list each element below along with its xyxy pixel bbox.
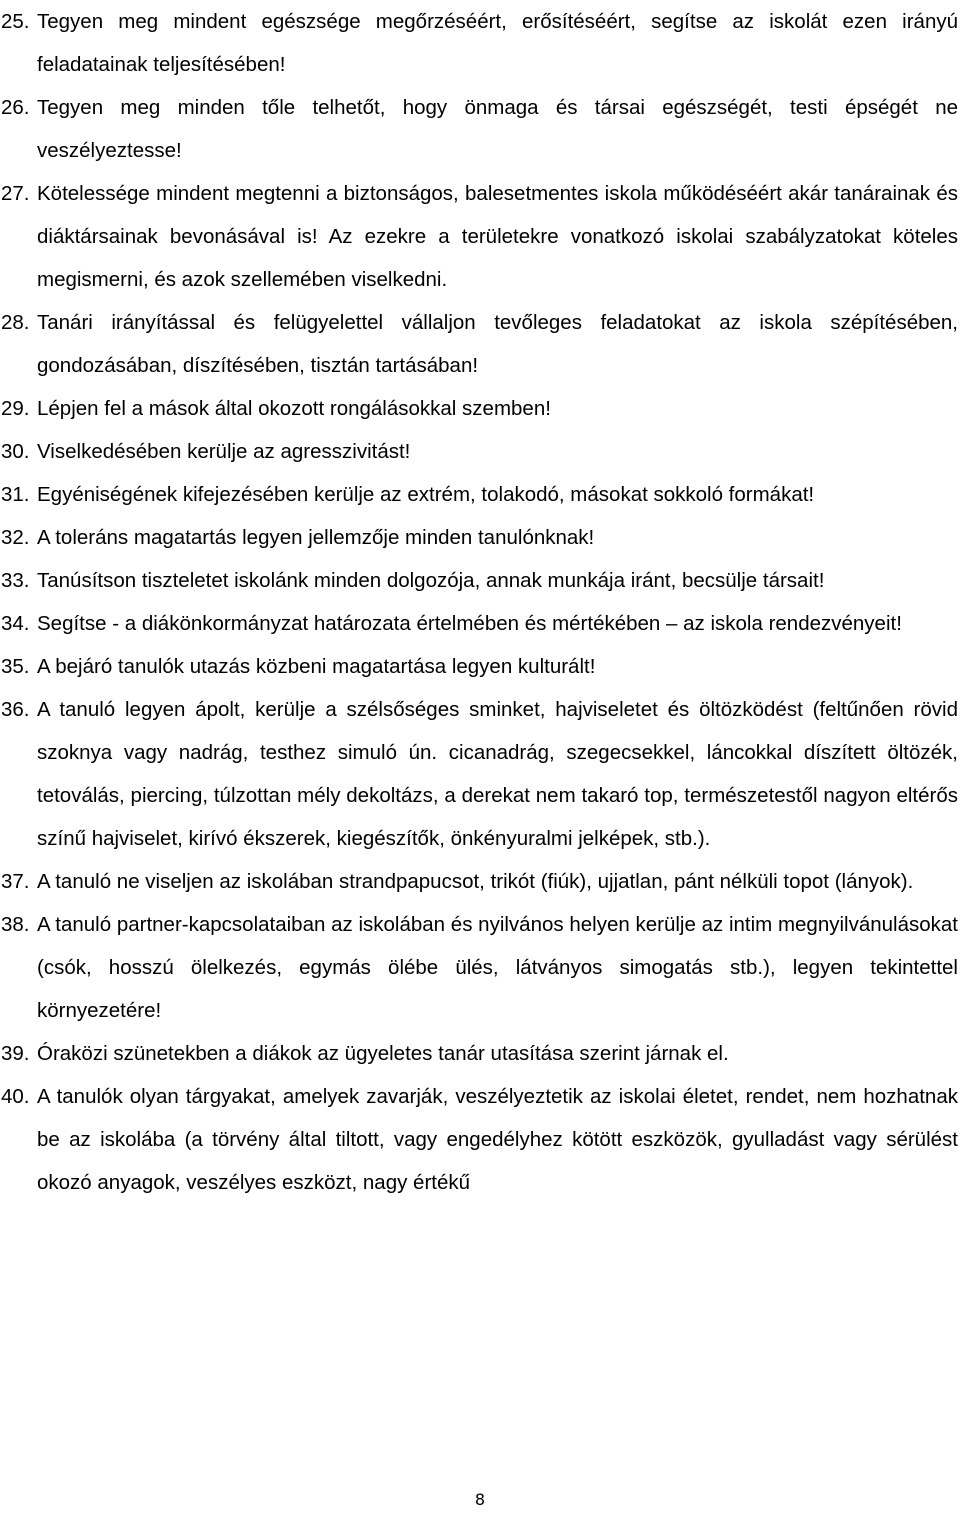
list-item xyxy=(0,86,958,172)
list-item xyxy=(0,0,958,86)
item-number: 40. xyxy=(1,1085,30,1108)
list-item xyxy=(0,1032,958,1075)
item-number: 38. xyxy=(1,913,30,936)
item-number: 27. xyxy=(1,182,30,205)
list-item xyxy=(0,473,958,516)
list-item xyxy=(0,645,958,688)
item-text: A toleráns magatartás legyen jellemzője minden tanulónknak! xyxy=(37,526,595,549)
item-text: A tanuló ne viseljen az iskolában strandpapucsot, trikót (fiúk), ujjatlan, pánt nélküli topot (lányok). xyxy=(37,870,914,893)
list-item xyxy=(0,516,958,559)
item-number: 34. xyxy=(1,612,30,635)
item-text: Tanári irányítással és felügyelettel vállaljon tevőleges feladatokat az iskola szépítésében, gondozásában, díszítésében, tisztán tartásában! xyxy=(37,311,958,377)
item-text: Segítse - a diákönkormányzat határozata értelmében és mértékében – az iskola rendezvényeit! xyxy=(37,612,902,635)
item-text: A tanuló legyen ápolt, kerülje a szélsőséges sminket, hajviseletet és öltözködést (feltűnően rövid szoknya vagy nadrág, testhez simuló ún. cicanadrág, szegecsekkel, láncokkal díszített öltözék, tetoválás, piercing, túlzottan mély dekoltázs, a derekat nem takaró top, természetestől nagyon eltérős színű hajviselet, kirívó ékszerek, kiegészítők, önkényuralmi jelképek, stb.). xyxy=(37,698,958,850)
list-item xyxy=(0,430,958,473)
item-number: 26. xyxy=(1,96,30,119)
item-number: 30. xyxy=(1,440,30,463)
page-number: 8 xyxy=(474,1490,486,1509)
item-text: A tanulók olyan tárgyakat, amelyek zavarják, veszélyeztetik az iskolai életet, rendet, nem hozhatnak be az iskolába (a törvény által tiltott, vagy engedélyhez kötött eszközök, gyulladást vagy sérülést okozó anyagok, veszélyes eszközt, nagy értékű xyxy=(37,1085,958,1194)
item-number: 36. xyxy=(1,698,30,721)
item-number: 28. xyxy=(1,311,30,334)
list-item xyxy=(0,387,958,430)
item-text: Egyéniségének kifejezésében kerülje az extrém, tolakodó, másokat sokkoló formákat! xyxy=(37,483,815,506)
item-number: 32. xyxy=(1,526,30,549)
list-item xyxy=(0,903,958,1032)
item-number: 31. xyxy=(1,483,30,506)
item-text: Kötelessége mindent megtenni a biztonságos, balesetmentes iskola működéséért akár tanárainak és diáktársainak bevonásával is! Az ezekre a területekre vonatkozó iskolai szabályzatokat köteles megismerni, és azok szellemében viselkedni. xyxy=(37,182,958,291)
item-text: Tegyen meg minden tőle telhetőt, hogy önmaga és társai egészségét, testi épségét ne veszélyeztesse! xyxy=(37,96,958,162)
item-text: Óraközi szünetekben a diákok az ügyeletes tanár utasítása szerint járnak el. xyxy=(37,1042,729,1065)
item-text: Viselkedésében kerülje az agresszivitást! xyxy=(37,440,411,463)
item-text: Tegyen meg mindent egészsége megőrzéséért, erősítéséért, segítse az iskolát ezen irányú feladatainak teljesítésében! xyxy=(37,10,958,76)
item-text: Lépjen fel a mások által okozott rongálásokkal szemben! xyxy=(37,397,551,420)
list-item xyxy=(0,301,958,387)
item-number: 39. xyxy=(1,1042,30,1065)
item-text: Tanúsítson tiszteletet iskolánk minden dolgozója, annak munkája iránt, becsülje társait! xyxy=(37,569,825,592)
item-text: A tanuló partner-kapcsolataiban az iskolában és nyilvános helyen kerülje az intim megnyilvánulásokat (csók, hosszú ölelkezés, egymás ölébe ülés, látványos simogatás stb.), legyen tekintettel környezetére! xyxy=(37,913,958,1022)
item-number: 29. xyxy=(1,397,30,420)
item-number: 25. xyxy=(1,10,30,33)
list-item xyxy=(0,688,958,860)
list-item xyxy=(0,860,958,903)
list-item xyxy=(0,1075,958,1204)
item-number: 37. xyxy=(1,870,30,893)
item-number: 33. xyxy=(1,569,30,592)
list-item xyxy=(0,602,958,645)
list-item xyxy=(0,559,958,602)
item-number: 35. xyxy=(1,655,30,678)
item-text: A bejáró tanulók utazás közbeni magatartása legyen kulturált! xyxy=(37,655,596,678)
list-item xyxy=(0,172,958,301)
